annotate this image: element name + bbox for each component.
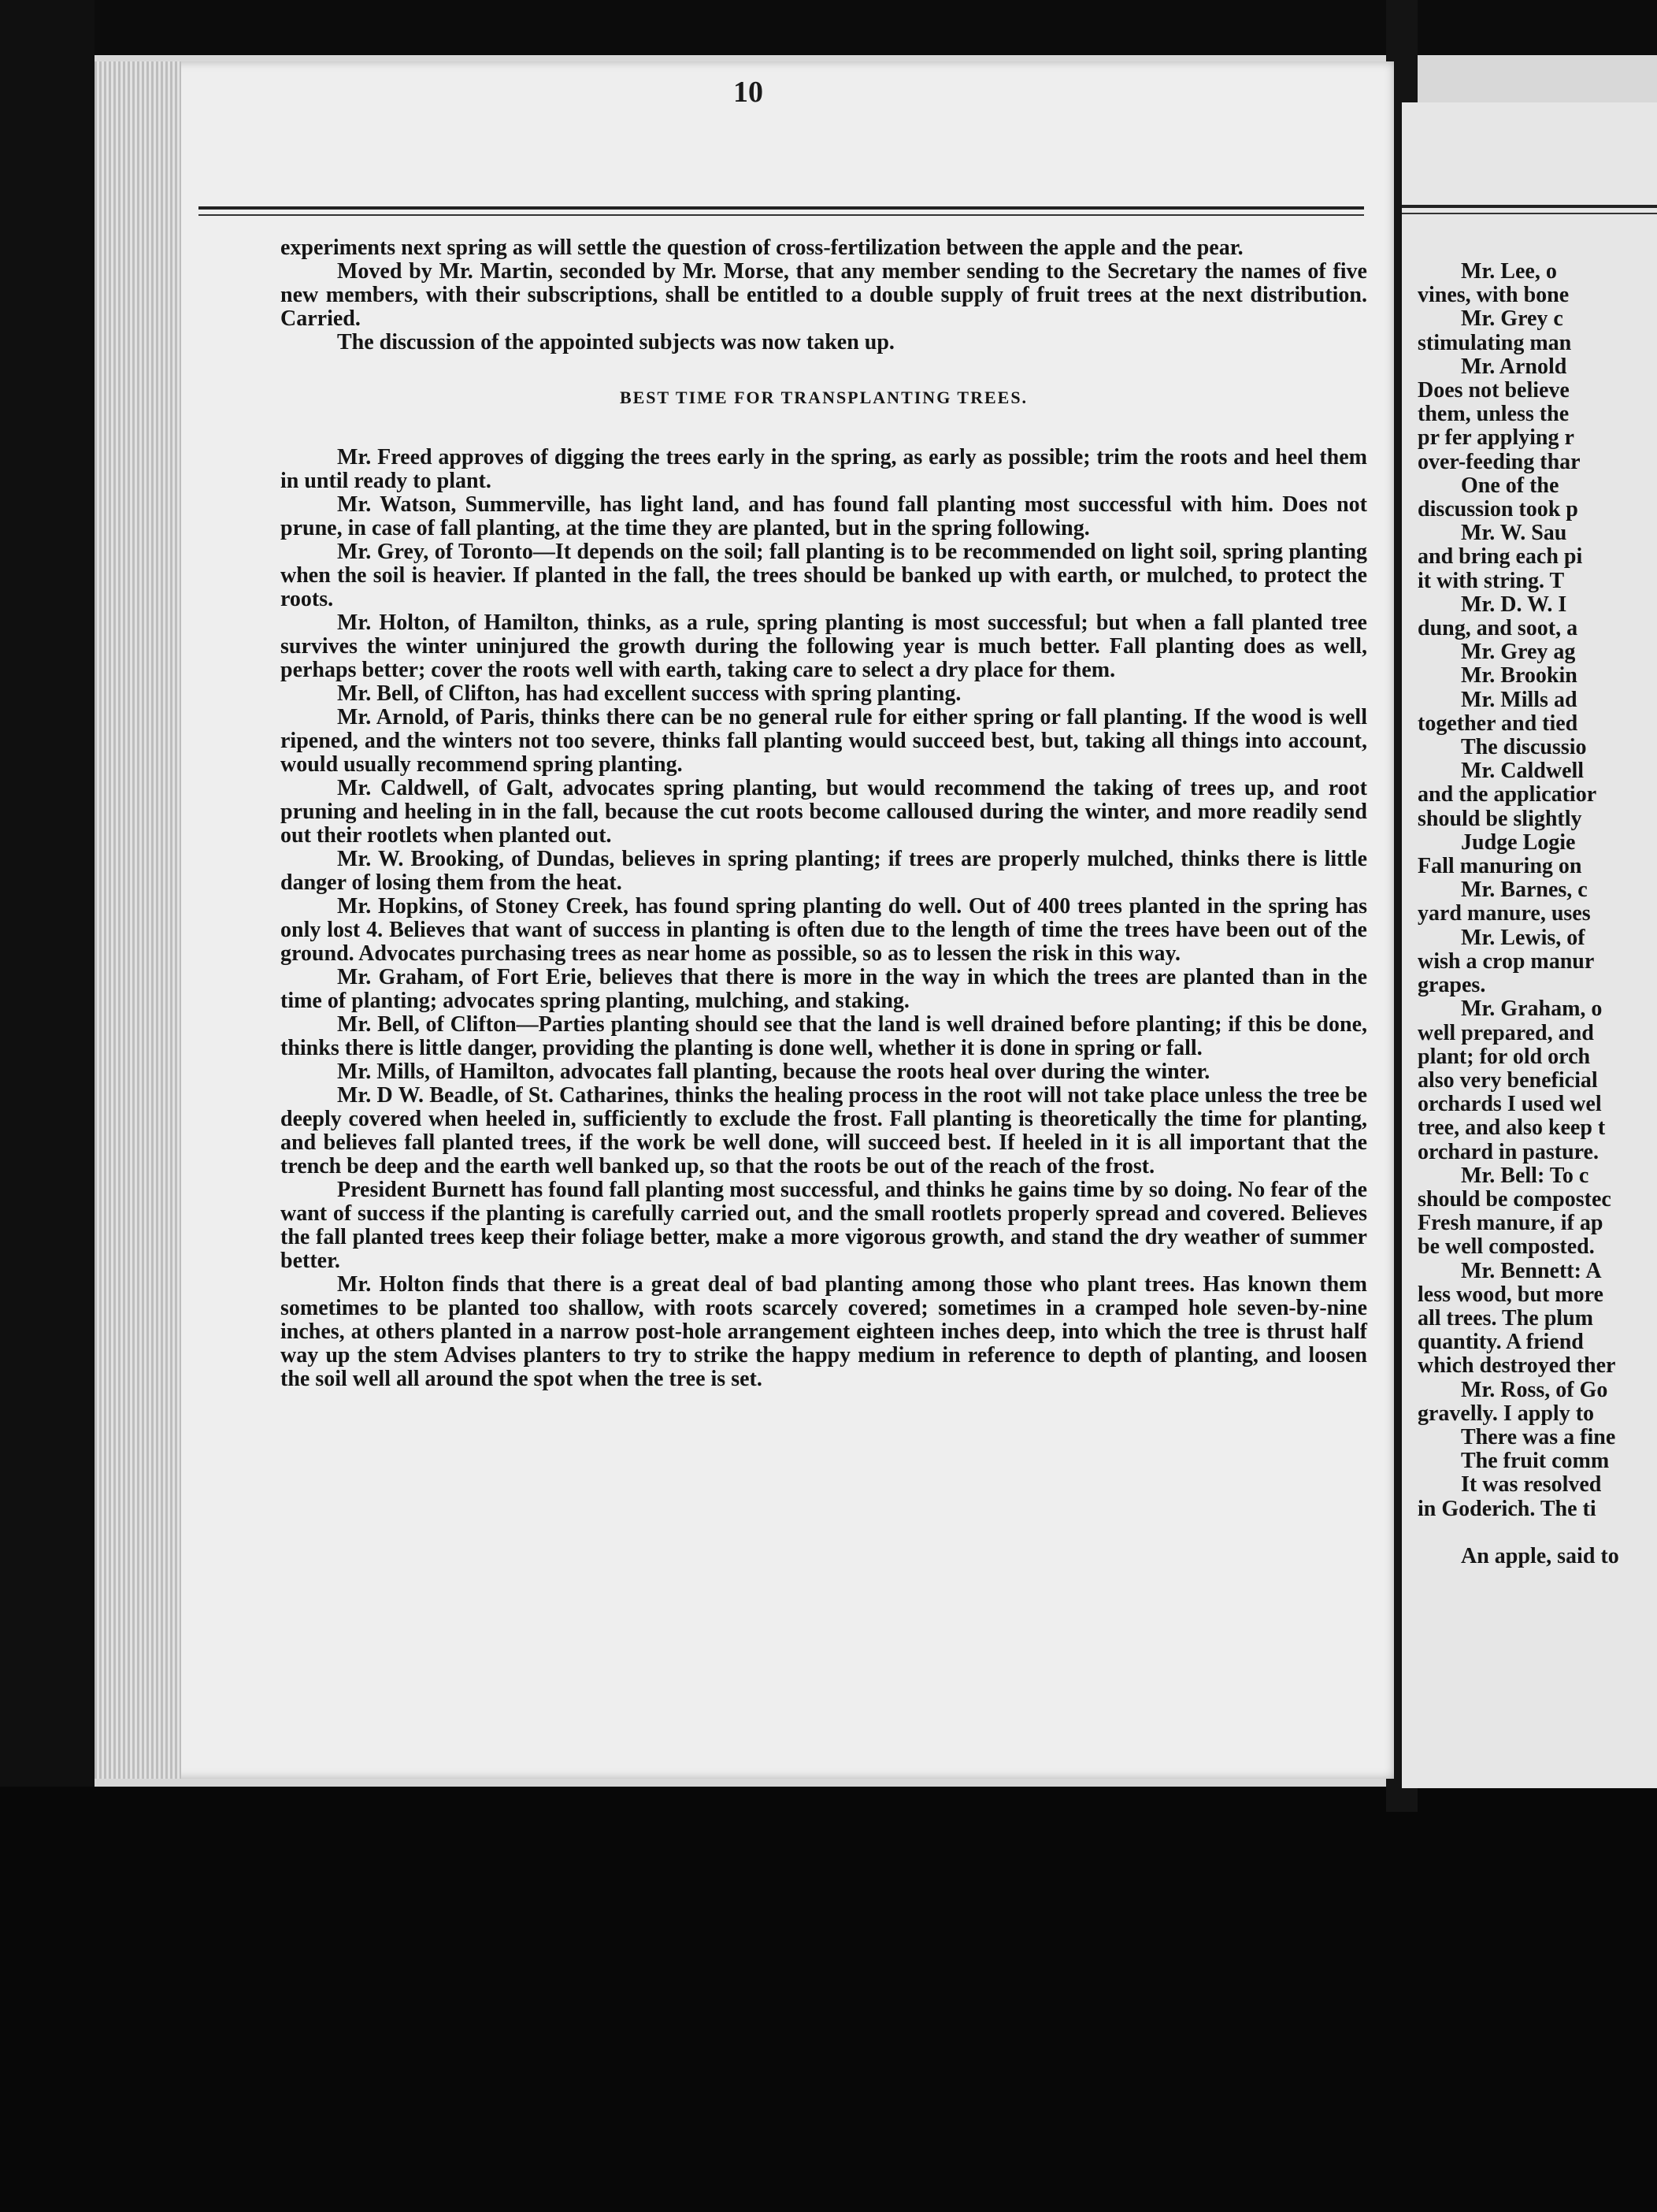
page-text-column (280, 236, 1367, 1391)
right-page-line: Mr. Ross, of Go (1461, 1377, 1608, 1402)
right-page-line: over-feeding thar (1418, 449, 1581, 474)
right-page-line: The fruit comm (1461, 1449, 1610, 1474)
right-header-rule-thin (1402, 213, 1657, 214)
header-rule-thick (198, 206, 1364, 210)
right-page-line: orchards I used wel (1418, 1092, 1602, 1117)
right-page-line: Mr. Graham, o (1461, 997, 1603, 1022)
paragraph-hopkins: Mr. Hopkins, of Stoney Creek, has found spring planting do well. Out of 400 trees planted in the spring has only lost 4. Believes that want of success in planting is often due to the length of time the trees have been out of the ground. Advocates purchasing trees as near home as possible, so as to lessen the risk in this way. (280, 894, 1367, 966)
background-bottom (0, 1787, 1657, 2212)
right-page-line: Mr. Mills ad (1461, 687, 1577, 712)
right-page-line: Mr. W. Sau (1461, 521, 1567, 546)
right-page-line: quantity. A friend (1418, 1330, 1584, 1355)
paragraph-mills: Mr. Mills, of Hamilton, advocates fall planting, because the roots heal over during the winter. (337, 1060, 1210, 1084)
right-page-line: Mr. D. W. I (1461, 592, 1567, 617)
paragraph-caldwell: Mr. Caldwell, of Galt, advocates spring planting, but would recommend the taking of trees up, and root pruning and heeling in in the fall, because the cut roots become calloused during the winter, and more readily send out their rootlets when planted out. (280, 776, 1367, 848)
right-page-line: Mr. Lee, o (1461, 259, 1557, 284)
right-page-line: An apple, said to (1461, 1543, 1619, 1568)
right-page-line: less wood, but more (1418, 1282, 1603, 1307)
paragraph-arnold: Mr. Arnold, of Paris, thinks there can be no general rule for either spring or fall planting. If the wood is well ripened, and the winters not too severe, thinks fall planting would succeed best, but, taking all things into account, would usually recommend spring planting. (280, 705, 1367, 777)
right-page-line: Judge Logie (1461, 830, 1576, 855)
right-page-line: Mr. Arnold (1461, 354, 1567, 379)
right-page-line: be well composted. (1418, 1234, 1595, 1260)
paragraph-brooking: Mr. W. Brooking, of Dundas, believes in spring planting; if trees are properly mulched, thinks there is little danger of losing them from the heat. (280, 847, 1367, 895)
paragraph-holton-planting: Mr. Holton finds that there is a great deal of bad planting among those who plant trees. Has known them sometimes to be planted too shallow, with roots scarcely covered; sometimes in a cramped hole seven-by-nine inches, at others planted in a narrow post-hole arrangement eighteen inches deep, into which the tree is thrust half way up the stem Advises planters to try to strike the happy medium in reference to depth of planting, and loosen the soil well all around the spot when the tree is set. (280, 1272, 1367, 1391)
paragraph-burnett: President Burnett has found fall planting most successful, and thinks he gains time by so doing. No fear of the want of success if the planting is carefully carried out, and the small rootlets properly spread and covered. Believes the fall planted trees keep their foliage better, make a more vigorous growth, and stand the dry weather of summer better. (280, 1178, 1367, 1273)
right-page-line: Mr. Lewis, of (1461, 925, 1585, 950)
right-page-line: Mr. Grey ag (1461, 640, 1576, 665)
right-page-line: dung, and soot, a (1418, 616, 1578, 641)
right-page-line: and bring each pi (1418, 544, 1583, 570)
right-page-line: together and tied (1418, 711, 1578, 736)
right-page-line: wish a crop manur (1418, 948, 1595, 974)
right-page-line: Does not believe (1418, 378, 1570, 403)
right-page-line: Mr. Brookin (1461, 663, 1577, 688)
opening-paragraph-continued: experiments next spring as will settle the question of cross-fertilization between the apple and the pear. (280, 236, 1244, 260)
right-page-line: orchard in pasture. (1418, 1139, 1599, 1164)
right-page-line: in Goderich. The ti (1418, 1496, 1596, 1521)
right-page-line: yard manure, uses (1418, 901, 1591, 926)
right-page-line: There was a fine (1461, 1424, 1616, 1449)
book-page-right (1402, 102, 1657, 1788)
right-page-line: vines, with bone (1418, 283, 1570, 308)
right-page-line: Mr. Grey c (1461, 306, 1563, 332)
right-page-line: One of the (1461, 473, 1559, 498)
right-page-text (1418, 260, 1657, 1568)
right-page-line: them, unless the (1418, 402, 1570, 427)
header-rule-thin (198, 214, 1364, 216)
right-page-line: should be compostec (1418, 1186, 1611, 1212)
paragraph-bell-clifton: Mr. Bell, of Clifton—Parties planting should see that the land is well drained before planting; if this be done, thinks there is little danger, providing the planting is done well, whether it is done in spring or fall. (280, 1012, 1367, 1060)
paragraph-grey: Mr. Grey, of Toronto—It depends on the soil; fall planting is to be recommended on light soil, spring planting when the soil is heavier. If planted in the fall, the trees should be banked up with earth, or mulched, to protect the roots. (280, 540, 1367, 611)
paragraph-watson: Mr. Watson, Summerville, has light land, and has found fall planting most successful with him. Does not prune, in case of fall planting, at the time they are planted, but in the spring following. (280, 492, 1367, 540)
paragraph-beadle: Mr. D W. Beadle, of St. Catharines, thinks the healing process in the root will not take place unless the tree be deeply covered when heeled in, sufficiently to exclude the frost. Fall planting is theoretically the time for planting, and believes fall planted trees, if the work be well done, will succeed best. If heeled in it is all important that the trench be deep and the earth well banked up, so that the roots be out of the reach of the frost. (280, 1083, 1367, 1178)
page-edges (95, 61, 181, 1779)
right-page-line: Mr. Caldwell (1461, 759, 1585, 784)
right-page-line: also very beneficial (1418, 1067, 1598, 1093)
right-page-line: gravelly. I apply to (1418, 1401, 1595, 1426)
right-page-line: which destroyed ther (1418, 1353, 1616, 1379)
right-header-rule-thick (1402, 205, 1657, 208)
right-page-line: Mr. Bennett: A (1461, 1258, 1602, 1283)
right-page-line: tree, and also keep t (1418, 1115, 1606, 1141)
paragraph-freed: Mr. Freed approves of digging the trees early in the spring, as early as possible; trim the roots and heel them in until ready to plant. (280, 445, 1367, 493)
right-page-line: grapes. (1418, 973, 1486, 998)
right-page-line: Fall manuring on (1418, 854, 1582, 879)
right-page-line: pr fer applying r (1418, 425, 1574, 451)
right-page-line: should be slightly (1418, 806, 1582, 831)
right-page-line (1418, 1521, 1657, 1545)
right-page-line: it with string. T (1418, 568, 1565, 593)
paragraph-graham: Mr. Graham, of Fort Erie, believes that there is more in the way in which the trees are planted than in the time of planting; advocates spring planting, mulching, and staking. (280, 965, 1367, 1013)
right-page-line: It was resolved (1461, 1472, 1602, 1498)
right-page-line: Mr. Bell: To c (1461, 1163, 1589, 1188)
section-heading: BEST TIME FOR TRANSPLANTING TREES. (619, 388, 1029, 407)
right-page-line: plant; for old orch (1418, 1044, 1591, 1069)
right-page-line: stimulating man (1418, 330, 1572, 355)
right-page-line: Fresh manure, if ap (1418, 1211, 1603, 1236)
right-page-line: well prepared, and (1418, 1020, 1594, 1045)
right-page-line: all trees. The plum (1418, 1305, 1593, 1331)
right-page-line: The discussio (1461, 735, 1587, 760)
motion-paragraph: Moved by Mr. Martin, seconded by Mr. Morse, that any member sending to the Secretary the names of five new members, with their subscriptions, shall be entitled to a double supply of fruit trees at the next distribution. Carried. (280, 259, 1367, 331)
paragraph-bell: Mr. Bell, of Clifton, has had excellent success with spring planting. (337, 681, 962, 706)
right-page-line: Mr. Barnes, c (1461, 878, 1588, 903)
paragraph-holton: Mr. Holton, of Hamilton, thinks, as a rule, spring planting is most successful; but when a fall planted tree survives the winter uninjured the growth during the following year is much better. Fall planting does as well, perhaps better; cover the roots well with earth, taking care to select a dry place for them. (280, 611, 1367, 682)
page-number: 10 (733, 76, 763, 109)
right-page-line: and the applicatior (1418, 782, 1597, 807)
discussion-intro: The discussion of the appointed subjects was now taken up. (337, 330, 895, 354)
right-page-line: discussion took p (1418, 497, 1578, 522)
